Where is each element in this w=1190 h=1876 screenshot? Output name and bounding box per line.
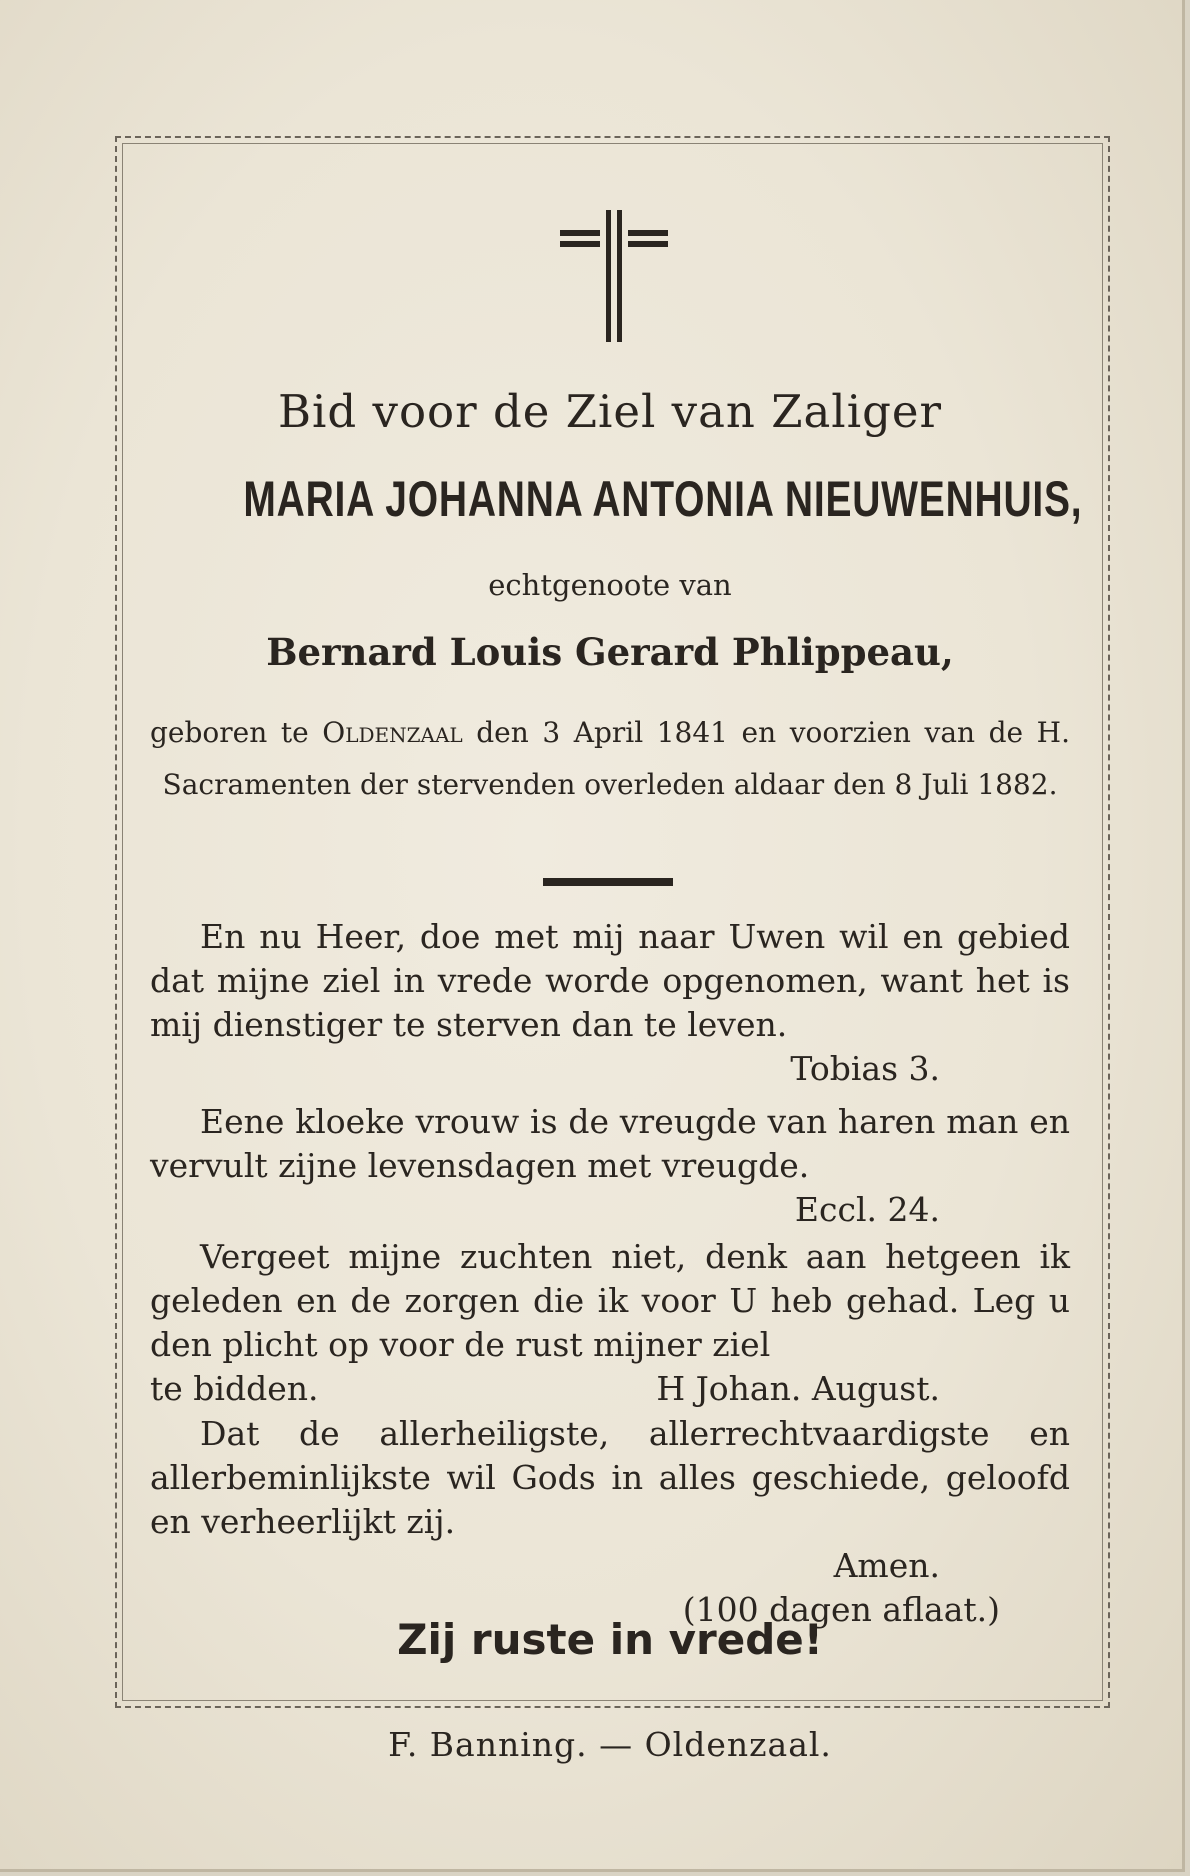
- intro-line: Bid voor de Ziel van Zaliger: [277, 385, 943, 438]
- verse-last-line: te bidden.: [150, 1369, 319, 1408]
- verse-text: Dat de allerheiligste, allerrechtvaardigste en allerbeminlijkste wil Gods in alles geschiede, geloofd en verheerlijkt zij.: [150, 1414, 1070, 1541]
- verse-text: Eene kloeke vrouw is de vreugde van haren man en vervult zijne levensdagen met vreugde.: [150, 1102, 1070, 1185]
- verse-2: [150, 1100, 1070, 1232]
- indulgence-note: (100 dagen aflaat.): [682, 1590, 1000, 1629]
- verse-text: En nu Heer, doe met mij naar Uwen wil en gebied dat mijne ziel in vrede worde opgenomen, want het is mij dienstiger te sterven dan te leven.: [150, 917, 1070, 1044]
- verse-1: [150, 915, 1070, 1091]
- biography: [150, 707, 1070, 811]
- verse-4: [150, 1412, 1070, 1632]
- cross-icon: [560, 210, 670, 342]
- relation-line: echtgenoote van: [488, 568, 732, 602]
- printer-line: F. Banning. — Oldenzaal.: [388, 1725, 832, 1764]
- divider-rule: [543, 878, 673, 886]
- verse-source: Amen.: [833, 1546, 940, 1585]
- verse-text: Vergeet mijne zuchten niet, denk aan hetgeen ik geleden en de zorgen die ik voor U heb gehad. Leg u den plicht op voor de rust mijner ziel: [150, 1237, 1070, 1364]
- verse-source: Tobias 3.: [790, 1049, 940, 1088]
- bio-place: Oldenzaal: [322, 716, 463, 749]
- closing-line: Zij ruste in vrede!: [397, 1615, 823, 1664]
- verse-source: Eccl. 24.: [794, 1190, 940, 1229]
- verse-3: [150, 1235, 1070, 1411]
- deceased-name: MARIA JOHANNA ANTONIA NIEUWENHUIS,: [243, 471, 1083, 527]
- verse-source: H Johan. August.: [656, 1369, 940, 1408]
- spouse-name: Bernard Louis Gerard Phlippeau,: [266, 630, 954, 674]
- bio-part1: geboren te: [150, 716, 309, 749]
- bio-part2: den 3 April 1841 en voorzien van de H. Sacramenten der stervenden overleden aldaar den 8 Juli 1882.: [162, 716, 1070, 801]
